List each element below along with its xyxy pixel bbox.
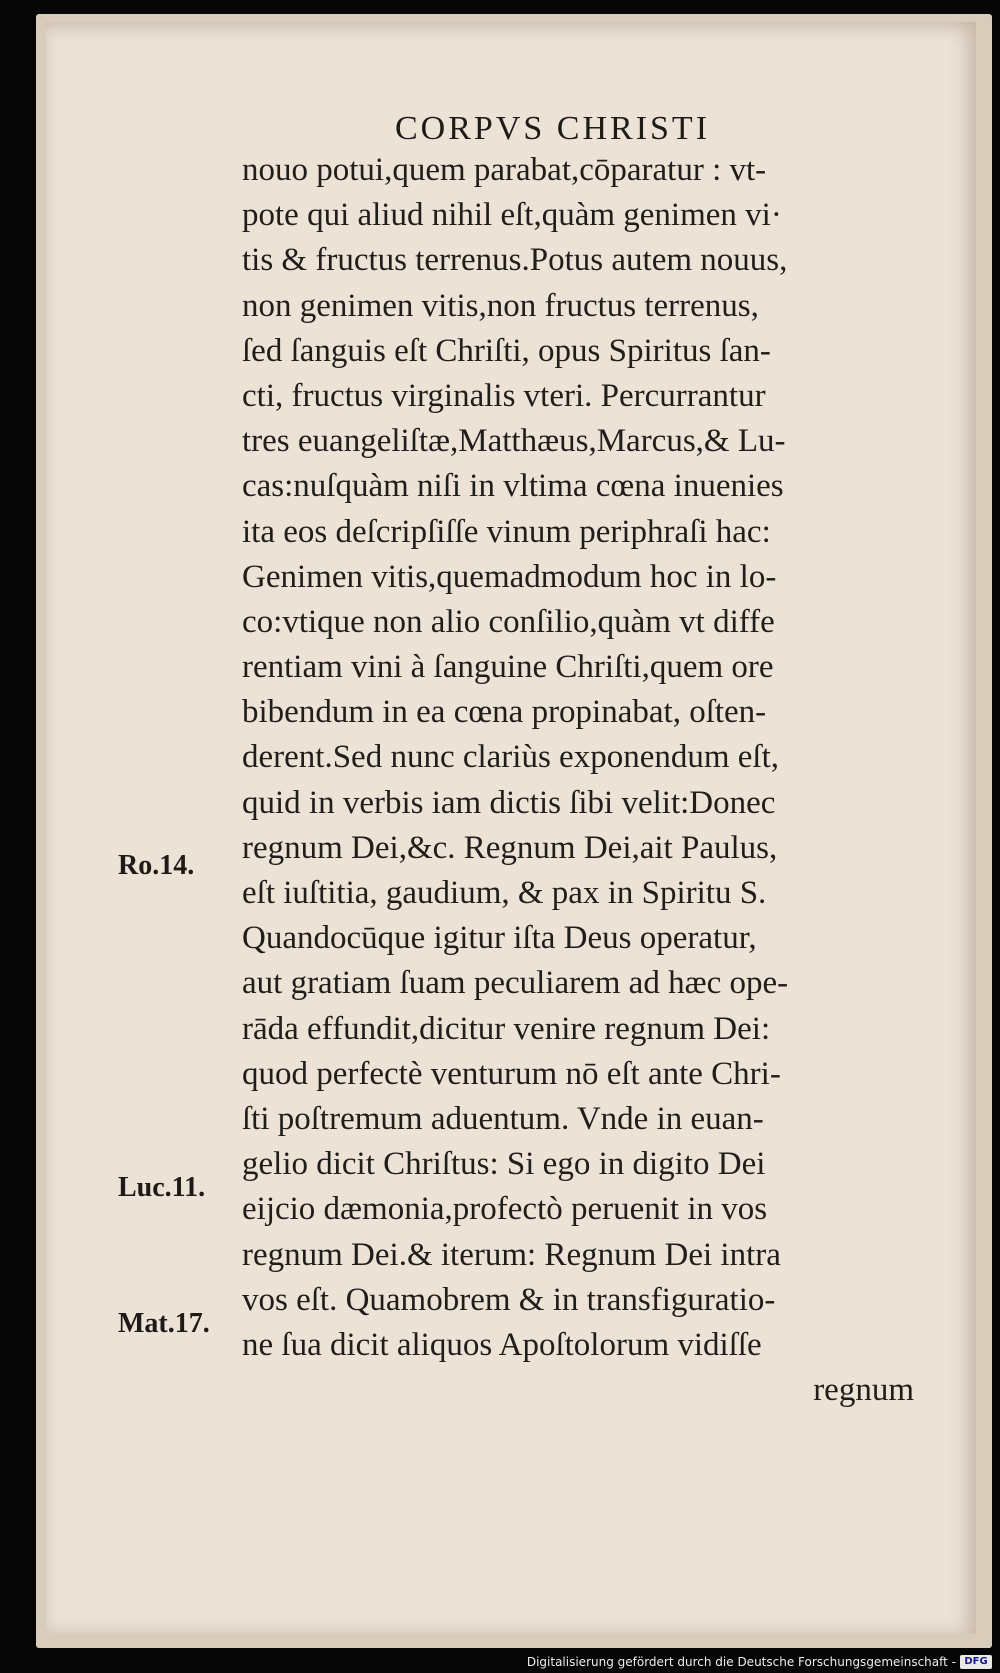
text-line: ne ſua dicit aliquos Apoſtolorum vidiſſe	[242, 1326, 762, 1363]
text-line: Genimen vitis,quemadmodum hoc in lo-	[242, 558, 777, 595]
text-line: quod perfectè venturum nō eſt ante Chri-	[242, 1055, 781, 1092]
text-line: pote qui aliud nihil eſt,quàm genimen vi·	[242, 197, 782, 234]
text-line: derent.Sed nunc clariùs exponendum eſt,	[242, 739, 780, 776]
text-line: cas:nuſquàm niſi in vltima cœna inuenies	[242, 468, 784, 505]
text-line: tres euangeliſtæ,Matthæus,Marcus,& Lu-	[242, 423, 786, 460]
text-line: gelio dicit Chriſtus: Si ego in digito Dei	[242, 1146, 766, 1183]
text-line: regnum Dei,&c. Regnum Dei,ait Paulus,	[242, 829, 778, 866]
text-line: tis & fructus terrenus.Potus autem nouus,	[242, 242, 788, 279]
catchword: regnum	[813, 1372, 914, 1409]
text-line: aut gratiam ſuam peculiarem ad hæc ope-	[242, 965, 789, 1002]
text-line: vos eſt. Quamobrem & in transfiguratio-	[242, 1281, 776, 1318]
text-line: nouo potui,quem parabat,cōparatur : vt-	[242, 152, 767, 188]
margin-note-romans: Ro.14.	[118, 850, 195, 881]
funding-credit: Digitalisierung gefördert durch die Deutsche Forschungsgemeinschaft -	[526, 1655, 956, 1669]
text-line: rentiam vini à ſanguine Chriſti,quem ore	[242, 649, 774, 686]
text-line: regnum Dei.& iterum: Regnum Dei intra	[242, 1236, 781, 1273]
text-line: ita eos deſcripſiſſe vinum periphraſi hac:	[242, 513, 771, 550]
text-line: co:vtique non alio conſilio,quàm vt diffe	[242, 603, 775, 640]
text-block	[242, 148, 932, 1413]
text-line: rāda effundit,dicitur venire regnum Dei:	[242, 1010, 771, 1047]
text-line: quid in verbis iam dictis ſibi velit:Donec	[242, 784, 776, 821]
dfg-logo: DFG	[960, 1655, 992, 1669]
text-line: cti, fructus virginalis vteri. Percurrantur	[242, 377, 766, 414]
margin-note-matthew: Mat.17.	[118, 1308, 210, 1339]
margin-note-luke: Luc.11.	[118, 1172, 206, 1203]
text-line: ſed ſanguis eſt Chriſti, opus Spiritus ſan-	[242, 332, 771, 369]
text-line: eijcio dæmonia,profectò peruenit in vos	[242, 1191, 768, 1228]
running-head: CORPVS CHRISTI	[395, 110, 711, 147]
text-line: Quandocūque igitur iſta Deus operatur,	[242, 920, 757, 957]
text-line: non genimen vitis,non fructus terrenus,	[242, 287, 759, 324]
text-line: ſti poſtremum aduentum. Vnde in euan-	[242, 1100, 764, 1137]
text-line: bibendum in ea cœna propinabat, oſten-	[242, 694, 767, 731]
text-line: eſt iuſtitia, gaudium, & pax in Spiritu S.	[242, 875, 767, 911]
